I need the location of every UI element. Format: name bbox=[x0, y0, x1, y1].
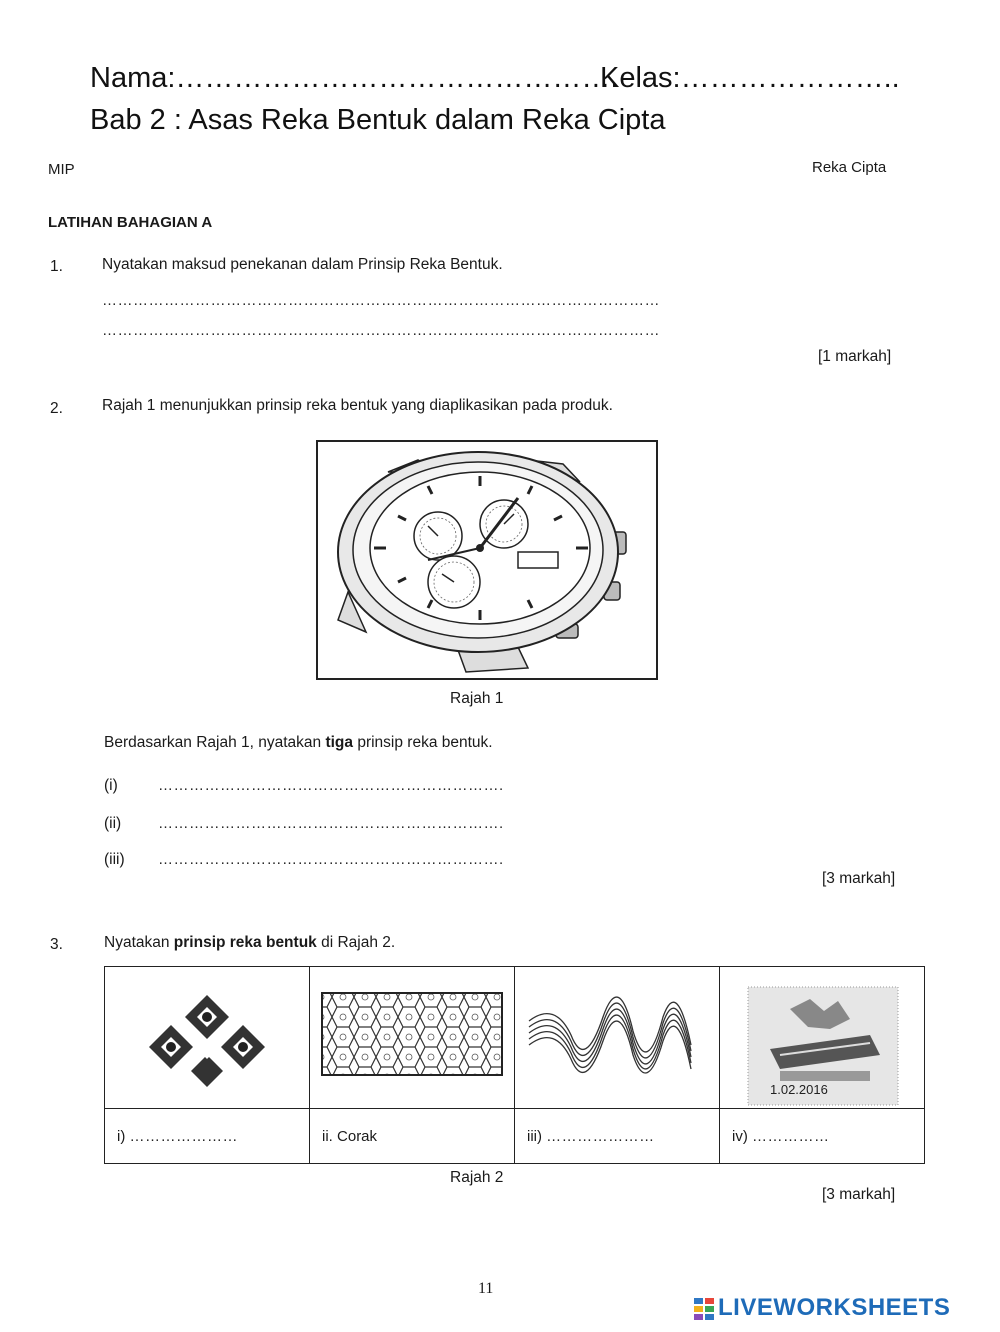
q2-instruction-post: prinsip reka bentuk. bbox=[353, 734, 493, 751]
hexagon-pattern-icon bbox=[310, 967, 514, 1103]
q1-marks: [1 markah] bbox=[818, 348, 892, 365]
q2-answer-line-i[interactable]: …………………………………………………………. bbox=[158, 777, 504, 794]
q3-marks: [3 markah] bbox=[822, 1186, 896, 1203]
class-field-label: Kelas:………………….. bbox=[600, 62, 900, 94]
page-number: 11 bbox=[478, 1280, 494, 1297]
rajah2-cell-wave bbox=[515, 967, 720, 1109]
rajah2-answer-ii[interactable] bbox=[310, 1109, 515, 1164]
q3-text-pre: Nyatakan bbox=[104, 934, 174, 951]
liveworksheets-logo-icon bbox=[694, 1298, 714, 1320]
q1-answer-line-1[interactable]: ……………………………………………………………………………………………… bbox=[102, 292, 660, 309]
rajah2-answer-value[interactable]: …………… bbox=[752, 1127, 830, 1145]
q2-answer-label-i: (i) bbox=[104, 777, 118, 794]
q2-instruction-pre: Berdasarkan Rajah 1, nyatakan bbox=[104, 734, 326, 751]
diamond-pattern-icon bbox=[105, 967, 309, 1103]
rajah2-answer-value[interactable]: Corak bbox=[337, 1127, 378, 1145]
rajah2-image-row bbox=[105, 967, 925, 1109]
chapter-title: Bab 2 : Asas Reka Bentuk dalam Reka Cipta bbox=[90, 104, 666, 136]
q2-instruction-bold: tiga bbox=[325, 734, 354, 751]
watch-icon bbox=[318, 442, 656, 678]
q2-instruction bbox=[104, 734, 493, 752]
rajah2-cell-pattern bbox=[310, 967, 515, 1109]
rajah2-answer-i[interactable] bbox=[105, 1109, 310, 1164]
q3-text-post: di Rajah 2. bbox=[316, 934, 396, 951]
q2-answer-line-ii[interactable]: …………………………………………………………. bbox=[158, 815, 504, 832]
rajah2-answer-value[interactable]: ………………… bbox=[546, 1127, 655, 1145]
section-title: LATIHAN BAHAGIAN A bbox=[48, 214, 213, 231]
poster-date: 1.02.2016 bbox=[770, 1081, 828, 1097]
watch-figure bbox=[316, 440, 658, 680]
q3-text-bold: prinsip reka bentuk bbox=[173, 934, 317, 951]
name-field-label: Nama:………………………………………. bbox=[90, 62, 619, 94]
page-header-left: MIP bbox=[48, 161, 75, 178]
q2-number: 2. bbox=[50, 400, 63, 417]
rajah2-answer-label: i) bbox=[117, 1127, 126, 1145]
rajah2-answer-label: ii. bbox=[322, 1127, 333, 1145]
liveworksheets-brand[interactable]: LIVEWORKSHEETS bbox=[718, 1294, 951, 1321]
q3-text bbox=[104, 934, 395, 952]
rajah2-answer-iii[interactable] bbox=[515, 1109, 720, 1164]
q2-text: Rajah 1 menunjukkan prinsip reka bentuk yang diaplikasikan pada produk. bbox=[102, 397, 613, 414]
q2-answer-label-iii: (iii) bbox=[104, 851, 125, 868]
rajah2-cell-poster bbox=[720, 967, 925, 1109]
q1-answer-line-2[interactable]: ……………………………………………………………………………………………… bbox=[102, 322, 660, 339]
q1-text: Nyatakan maksud penekanan dalam Prinsip Reka Bentuk. bbox=[102, 256, 503, 273]
rajah1-caption: Rajah 1 bbox=[450, 690, 504, 707]
q2-answer-line-iii[interactable]: …………………………………………………………. bbox=[158, 851, 504, 868]
wave-lines-icon bbox=[515, 967, 719, 1103]
rajah2-answer-value[interactable]: ………………… bbox=[129, 1127, 238, 1145]
q2-answer-label-ii: (ii) bbox=[104, 815, 122, 832]
q3-number: 3. bbox=[50, 936, 63, 953]
q1-number: 1. bbox=[50, 258, 63, 275]
rajah2-answer-label: iii) bbox=[527, 1127, 542, 1145]
rajah2-table bbox=[104, 966, 925, 1164]
rajah2-answer-label: iv) bbox=[732, 1127, 748, 1145]
rajah2-caption: Rajah 2 bbox=[450, 1169, 504, 1186]
q2-marks: [3 markah] bbox=[822, 870, 896, 887]
rajah2-cell-diamonds bbox=[105, 967, 310, 1109]
page-header-right: Reka Cipta bbox=[812, 159, 887, 176]
